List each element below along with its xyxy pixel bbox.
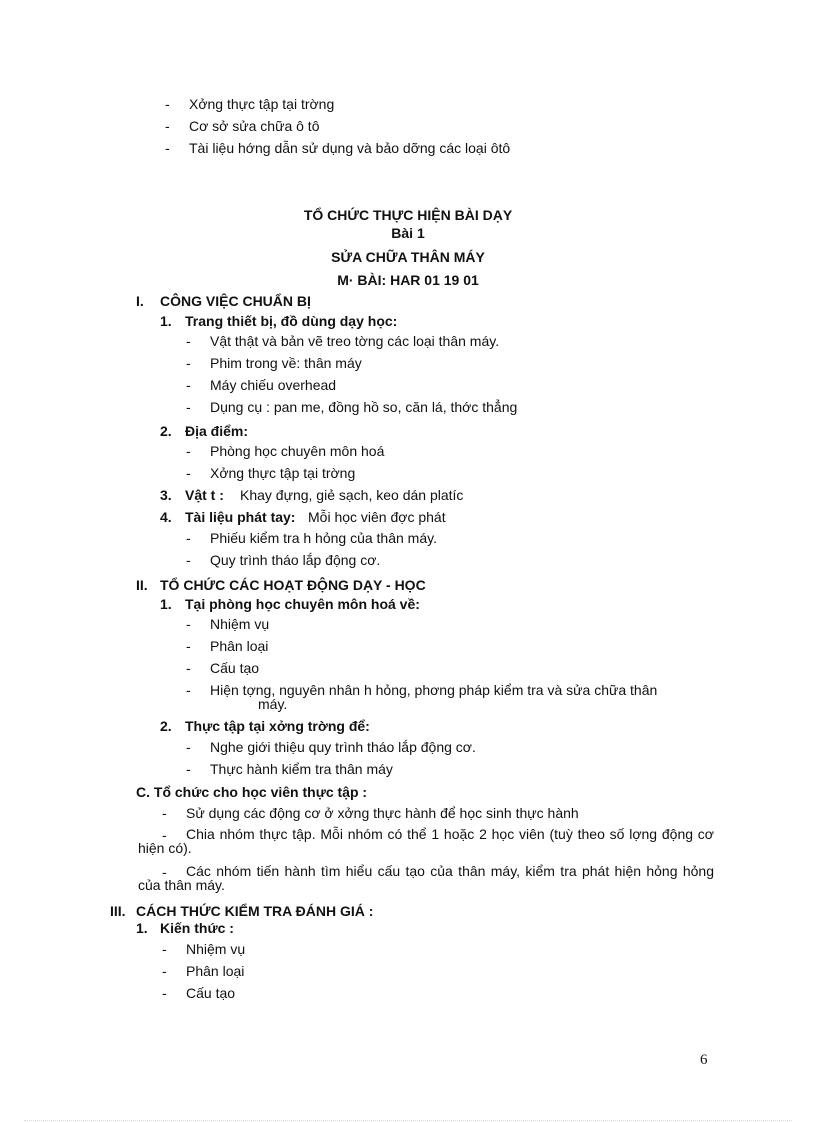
list-item: Dụng cụ : pan me, đồng hồ so, căn lá, thớc thẳng	[210, 399, 518, 415]
list-item-continuation: máy.	[258, 696, 288, 712]
bullet-dash: -	[186, 616, 191, 632]
subsection-number: 4.	[160, 509, 172, 525]
bullet-dash: -	[162, 985, 167, 1001]
subsection-text: Khay đựng, giẻ sạch, keo dán platíc	[240, 487, 464, 503]
bullet-dash: -	[165, 96, 170, 112]
bullet-dash: -	[186, 377, 191, 393]
list-item: Phiếu kiểm tra h hỏng của thân máy.	[210, 530, 437, 546]
section-number: III.	[110, 903, 126, 919]
subsection-title: Trang thiết bị, đồ dùng dạy học:	[185, 313, 398, 329]
paragraph-item: Chia nhóm thực tập. Mỗi nhóm có thể 1 hoặc 2 học viên (tuỳ theo số lợng động cơ hiện có).	[138, 826, 714, 856]
lesson-code: M· BÀI: HAR 01 19 01	[337, 272, 479, 288]
list-item: Cấu tạo	[186, 985, 236, 1001]
section-number: I.	[136, 293, 144, 309]
list-item: Xởng thực tập tại trờng	[210, 465, 356, 481]
subsection-number: 3.	[160, 487, 172, 503]
list-item: Máy chiếu overhead	[210, 377, 337, 393]
subsection-title: Tài liệu phát tay:	[185, 509, 296, 525]
bullet-dash: -	[165, 118, 170, 134]
bullet-dash: -	[162, 827, 167, 843]
lesson-title: SỬA CHỮA THÂN MÁY	[331, 249, 485, 265]
bullet-dash: -	[162, 864, 167, 880]
section-title: TỔ CHỨC CÁC HOẠT ĐỘNG DẠY - HỌC	[160, 577, 426, 593]
bullet-dash: -	[186, 443, 191, 459]
list-item: Thực hành kiểm tra thân máy	[210, 761, 393, 777]
bullet-dash: -	[186, 552, 191, 568]
page-bottom-divider	[24, 1120, 792, 1121]
subsection-title: Vật t :	[185, 487, 224, 503]
list-item: Cấu tạo	[210, 660, 260, 676]
bullet-dash: -	[162, 941, 167, 957]
list-item: Nhiệm vụ	[186, 941, 246, 957]
subsection-number: 2.	[160, 718, 172, 734]
subsection-number: 1.	[136, 920, 148, 936]
subsection-text: Mỗi học viên đợc phát	[308, 509, 446, 525]
bullet-dash: -	[186, 530, 191, 546]
list-item: Cơ sở sửa chữa ô tô	[189, 118, 320, 134]
list-item: Hiện tợng, nguyên nhân h hỏng, phơng pháp kiểm tra và sửa chữa thân	[210, 682, 658, 698]
lesson-number: Bài 1	[391, 225, 425, 241]
bullet-dash: -	[186, 660, 191, 676]
bullet-dash: -	[165, 140, 170, 156]
list-item: Xởng thực tập tại trờng	[189, 96, 335, 112]
list-item: Sử dụng các động cơ ở xởng thực hành để học sinh thực hành	[186, 805, 579, 821]
list-item: Vật thật và bản vẽ treo tờng các loại thân máy.	[210, 333, 500, 349]
subsection-number: 1.	[160, 313, 172, 329]
list-item: Nhiệm vụ	[210, 616, 270, 632]
subsection-title: Địa điểm:	[185, 423, 249, 439]
bullet-dash: -	[186, 761, 191, 777]
subsection-title: Thực tập tại xởng trờng để:	[185, 718, 370, 734]
list-item: Nghe giới thiệu quy trình tháo lắp động cơ.	[210, 739, 476, 755]
bullet-dash: -	[186, 638, 191, 654]
list-item: Phim trong về: thân máy	[210, 355, 362, 371]
bullet-dash: -	[186, 355, 191, 371]
page-number: 6	[700, 1052, 708, 1068]
bullet-dash: -	[186, 682, 191, 698]
bullet-dash: -	[186, 333, 191, 349]
subsection-title: Tại phòng học chuyên môn hoá về:	[185, 596, 420, 612]
list-item: Quy trình tháo lắp động cơ.	[210, 552, 381, 568]
list-item: Phòng học chuyên môn hoá	[210, 443, 385, 459]
list-item: Phân loại	[186, 963, 245, 979]
subsection-number: 2.	[160, 423, 172, 439]
section-number: II.	[136, 577, 148, 593]
section-title: CÔNG VIỆC CHUẨN BỊ	[160, 293, 311, 309]
lesson-heading: TỔ CHỨC THỰC HIỆN BÀI DẠY	[303, 207, 513, 223]
list-item: Phân loại	[210, 638, 269, 654]
bullet-dash: -	[186, 399, 191, 415]
subsection-number: 1.	[160, 596, 172, 612]
bullet-dash: -	[162, 963, 167, 979]
section-title: CÁCH THỨC KIỂM TRA ĐÁNH GIÁ :	[136, 903, 374, 919]
paragraph-item: Các nhóm tiến hành tìm hiểu cấu tạo của thân máy, kiểm tra phát hiện hỏng hỏng của thân máy.	[138, 863, 714, 893]
bullet-dash: -	[186, 465, 191, 481]
subsection-title: Kiến thức :	[160, 920, 234, 936]
section-title: C. Tổ chức cho học viên thực tập :	[136, 784, 368, 800]
list-item: Tài liệu hớng dẫn sử dụng và bảo dỡng các loại ôtô	[189, 140, 511, 156]
bullet-dash: -	[186, 739, 191, 755]
bullet-dash: -	[162, 805, 167, 821]
